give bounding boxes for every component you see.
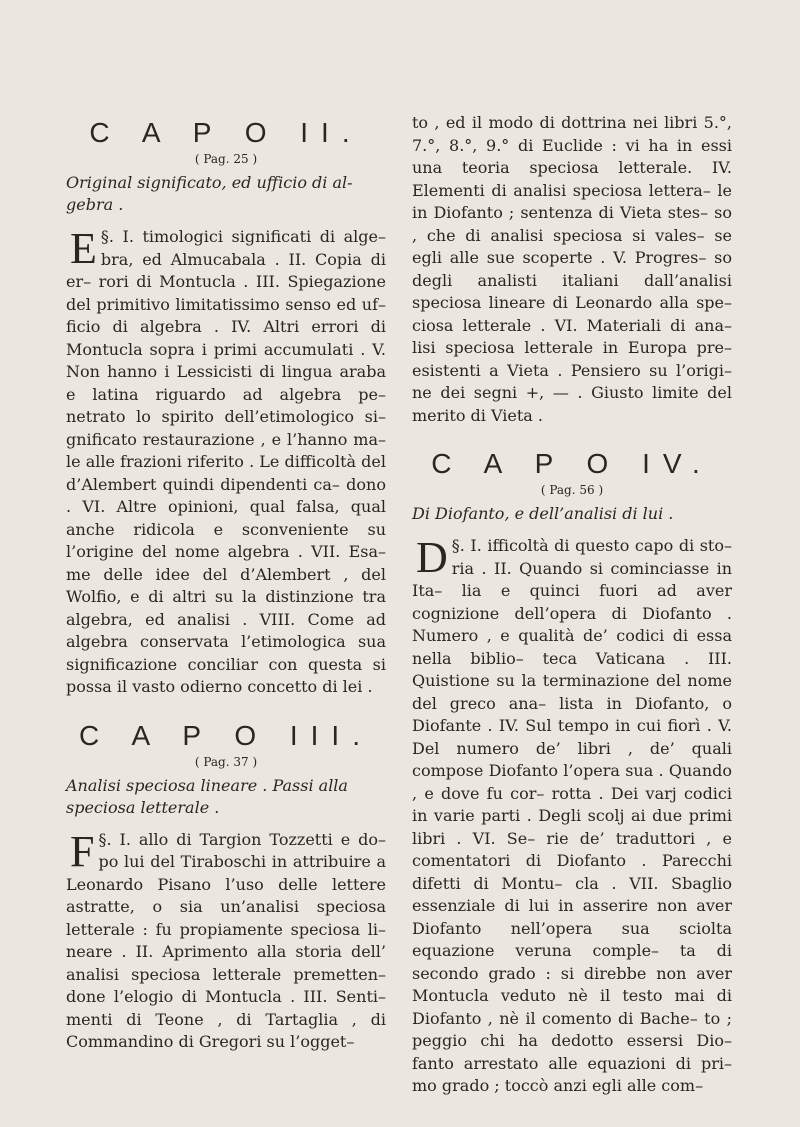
chapter-3-page-ref: ( Pag. 37 ) — [194, 754, 258, 769]
chapter-2-title: C A P O II. — [89, 117, 363, 148]
chapter-4-text: ifficoltà di questo capo di sto– ria . II. Quando si cominciasse in Ita– lia e quinci fuori ad aver cognizione dell’opera di Diofanto . Numero , e qualità de’ codici di essa nella biblio– teca Vaticana . III. Quistione su la terminazione del nome del greco ana– lista in Diofanto, o Diofante . IV. Sul tempo in cui fiorì . V. Del numero de’ libri , de’ quali compose Diofanto l’opera sua . Quando , e dove fu cor– rotta . Dei varj codici in varie parti . Degli scolj ai due primi libri . VI. Se– rie de’ traduttori , e comentatori di Diofanto . Parecchi difetti di Montu– cla . VII. Sbaglio essenziale di lui in asserire non aver Diofanto nell’opera sua sciolta equazione veruna comple– ta di secondo grado : si direbbe non aver Montucla veduto nè il testo mai di Diofanto , nè il comento di Bache– to ; peggio chi ha dedotto essersi Dio– fanto arrestato alle equazioni di pri– mo grado ; toccò anzi egli alle com– — [412, 536, 732, 1095]
right-column — [412, 112, 732, 1098]
chapter-4-title: C A P O IV. — [431, 448, 713, 479]
chapter-3-continued: to , ed il modo di dottrina nei libri 5.°, 7.°, 8.°, 9.° di Euclide : vi ha in essi una teoria speciosa letterale. IV. Elementi di analisi speciosa lettera– le in Diofanto ; sentenza di Vieta stes– so , che di analisi speciosa si vales– se egli alle sue scoperte . V. Progres– so degli analisti italiani dall’analisi speciosa lineare di Leonardo alla spe– ciosa letterale . VI. Materiali di ana– lisi speciosa letterale in Europa pre– esistenti a Vieta . Pensiero su l’origi– ne dei segni +, — . Giusto limite del merito di Vieta . — [412, 113, 732, 425]
section-mark: §. I. — [100, 227, 143, 246]
drop-cap: E — [70, 224, 97, 273]
chapter-2-page-ref: ( Pag. 25 ) — [194, 152, 258, 166]
section-mark: §. I. — [451, 536, 488, 555]
chapter-3-title: C A P O III. — [79, 719, 373, 751]
spacer — [66, 699, 386, 719]
chapter-4-summary — [412, 535, 732, 1098]
left-column — [66, 116, 386, 1054]
drop-cap: F — [70, 826, 95, 876]
chapter-4-subtitle: Di Diofanto, e dell’analisi di lui . — [412, 504, 674, 523]
chapter-4-page-ref: ( Pag. 56 ) — [540, 483, 604, 497]
drop-cap: D — [416, 533, 448, 582]
chapter-3-subtitle: Analisi speciosa lineare . Passi alla speciosa letterale . — [66, 775, 348, 817]
chapter-2-summary — [66, 226, 386, 699]
chapter-3-text: allo di Targion Tozzetti e do– po lui del Tiraboschi in attribuire a Leonardo Pisano l’uso delle lettere astratte, o sia un’analisi speciosa letterale : fu propiamente speciosa li– neare . II. Aprimento alla storia dell’ analisi speciosa letterale premetten– done l’elogio di Montucla . III. Senti– menti di Teone , di Tartaglia , di Commandino di Gregori su l’ogget– — [66, 829, 386, 1051]
spacer — [412, 427, 732, 447]
section-mark: §. I. — [98, 829, 139, 849]
chapter-2-text: timologici significati di alge– bra, ed Almucabala . II. Copia di er– rori di Montucla . III. Spiegazione del primitivo limitatissimo senso ed uf– ficio di algebra . IV. Altri errori di Montucla sopra i primi accumulati . V. Non hanno i Lessicisti di lingua araba e latina riguardo ad algebra pe– netrato lo spirito dell’etimologico si– gnificato restaurazione , e l’hanno ma– le alle frazioni riferito . Le difficoltà del d’Alembert quindi dipendenti ca– dono . VI. Altre opinioni, qual falsa, qual anche ridicola e sconveniente su l’origine del nome algebra . VII. Esa– me delle idee del d’Alembert , del Wolfio, e di altri su la distinzione tra algebra, ed analisi . VIII. Come ad algebra conservata l’etimologica sua significazione conciliar con questa si possa il vasto odierno concetto di lei . — [66, 227, 386, 696]
chapter-3-summary — [66, 826, 386, 1054]
chapter-2-subtitle: Original significato, ed ufficio di al- gebra . — [66, 173, 353, 214]
